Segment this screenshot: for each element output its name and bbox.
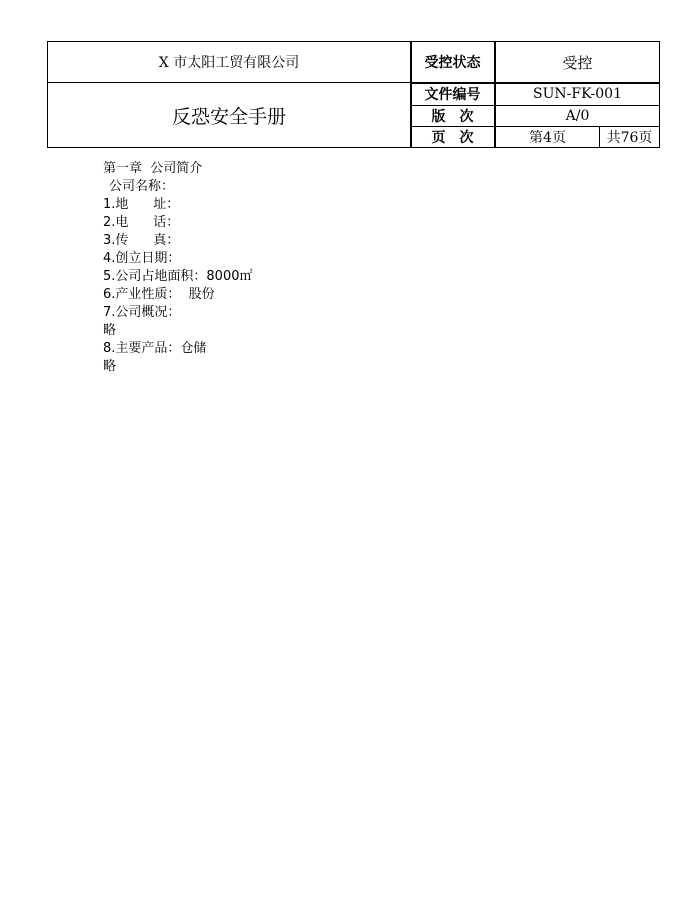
page-number: 第4页 [529,129,566,146]
phone-field: 2.电 话： [103,215,180,230]
products-text: 略 [103,359,117,374]
area-field: 5.公司占地面积：8000㎡ [103,269,253,284]
products-field: 8.主要产品：仓储 [103,341,207,356]
version-value: A/0 [565,107,590,124]
version-label: 版 次 [431,108,474,125]
docno-value: SUN-FK-001 [533,86,622,102]
fax-field: 3.传 真： [103,233,180,248]
document-body [103,160,253,376]
status-label: 受控状态 [424,55,481,71]
nature-field: 6.产业性质： 股份 [103,287,215,302]
document-header-table [47,41,660,148]
page-label: 页 次 [431,129,474,146]
manual-title: 反恐安全手册 [171,105,286,128]
overview-text: 略 [103,323,117,338]
address-field: 1.地 址： [103,197,180,212]
status-value: 受控 [562,53,593,72]
founded-field: 4.创立日期： [103,251,181,266]
overview-field: 7.公司概况： [103,305,181,320]
company-name-field: 公司名称： [109,179,175,194]
docno-label: 文件编号 [424,87,481,103]
total-pages: 共76页 [606,129,653,146]
chapter-heading: 第一章 公司简介 [103,161,203,176]
company-name: X 市太阳工贸有限公司 [158,55,300,71]
